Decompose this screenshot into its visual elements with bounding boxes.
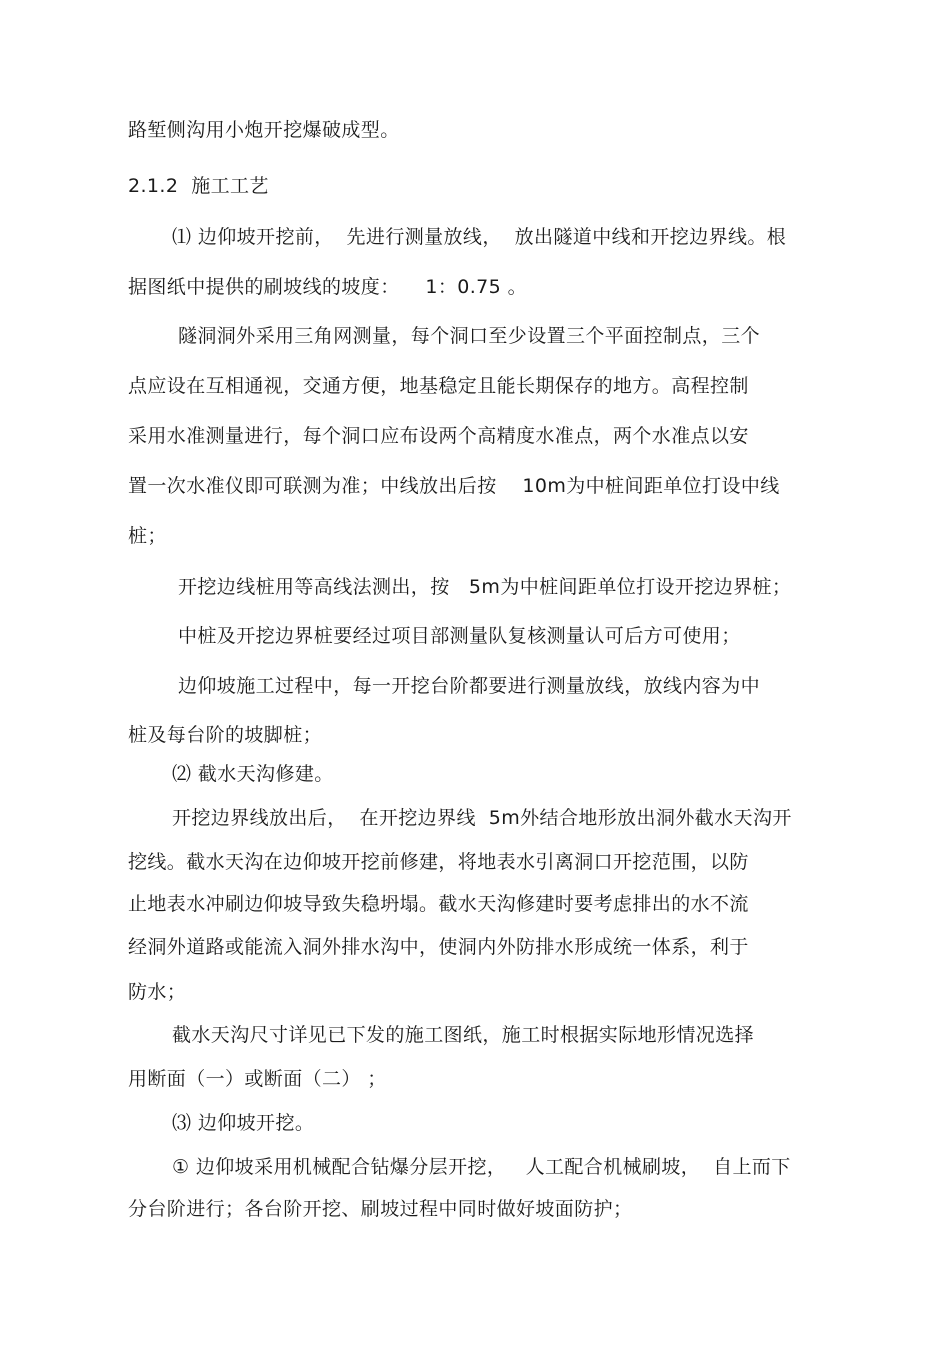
paragraph-line: 置一次水准仪即可联测为准；中线放出后按 10m为中桩间距单位打设中线 <box>128 475 780 497</box>
paragraph-line: 挖线。截水天沟在边仰坡开挖前修建，将地表水引离洞口开挖范围，以防 <box>128 851 749 873</box>
paragraph-line: 边仰坡施工过程中，每一开挖台阶都要进行测量放线，放线内容为中 <box>178 675 761 697</box>
section-heading: 2.1.2 施工工艺 <box>128 175 269 197</box>
paragraph-line: ⑴ 边仰坡开挖前， 先进行测量放线， 放出隧道中线和开挖边界线。根 <box>172 226 787 248</box>
paragraph-line: 开挖边界线放出后， 在开挖边界线 5m外结合地形放出洞外截水天沟开 <box>172 807 792 829</box>
paragraph-line: 截水天沟尺寸详见已下发的施工图纸，施工时根据实际地形情况选择 <box>172 1024 755 1046</box>
paragraph-line: 桩及每台阶的坡脚桩； <box>128 724 323 746</box>
paragraph-line: 中桩及开挖边界桩要经过项目部测量队复核测量认可后方可使用； <box>178 625 741 647</box>
paragraph-line: 开挖边线桩用等高线法测出，按 5m为中桩间距单位打设开挖边界桩； <box>178 576 792 598</box>
paragraph-line: 点应设在互相通视，交通方便，地基稳定且能长期保存的地方。高程控制 <box>128 375 749 397</box>
paragraph-line: 路堑侧沟用小炮开挖爆破成型。 <box>128 119 400 141</box>
paragraph-line: 隧洞洞外采用三角网测量，每个洞口至少设置三个平面控制点，三个 <box>178 325 761 347</box>
paragraph-line: 采用水准测量进行，每个洞口应布设两个高精度水准点，两个水准点以安 <box>128 425 749 447</box>
paragraph-line: 防水； <box>128 981 187 1003</box>
subsection-heading: ⑶ 边仰坡开挖。 <box>172 1112 315 1134</box>
paragraph-line: ① 边仰坡采用机械配合钻爆分层开挖， 人工配合机械刷坡， 自上而下 <box>172 1156 791 1178</box>
subsection-heading: ⑵ 截水天沟修建。 <box>172 763 334 785</box>
paragraph-line: 用断面（一）或断面（二） ； <box>128 1068 387 1090</box>
paragraph-line: 桩； <box>128 525 167 547</box>
paragraph-line: 经洞外道路或能流入洞外排水沟中，使洞内外防排水形成统一体系，利于 <box>128 936 749 958</box>
paragraph-line: 据图纸中提供的刷坡线的坡度： 1：0.75 。 <box>128 276 527 298</box>
paragraph-line: 止地表水冲刷边仰坡导致失稳坍塌。截水天沟修建时要考虑排出的水不流 <box>128 893 749 915</box>
paragraph-line: 分台阶进行；各台阶开挖、刷坡过程中同时做好坡面防护； <box>128 1198 633 1220</box>
